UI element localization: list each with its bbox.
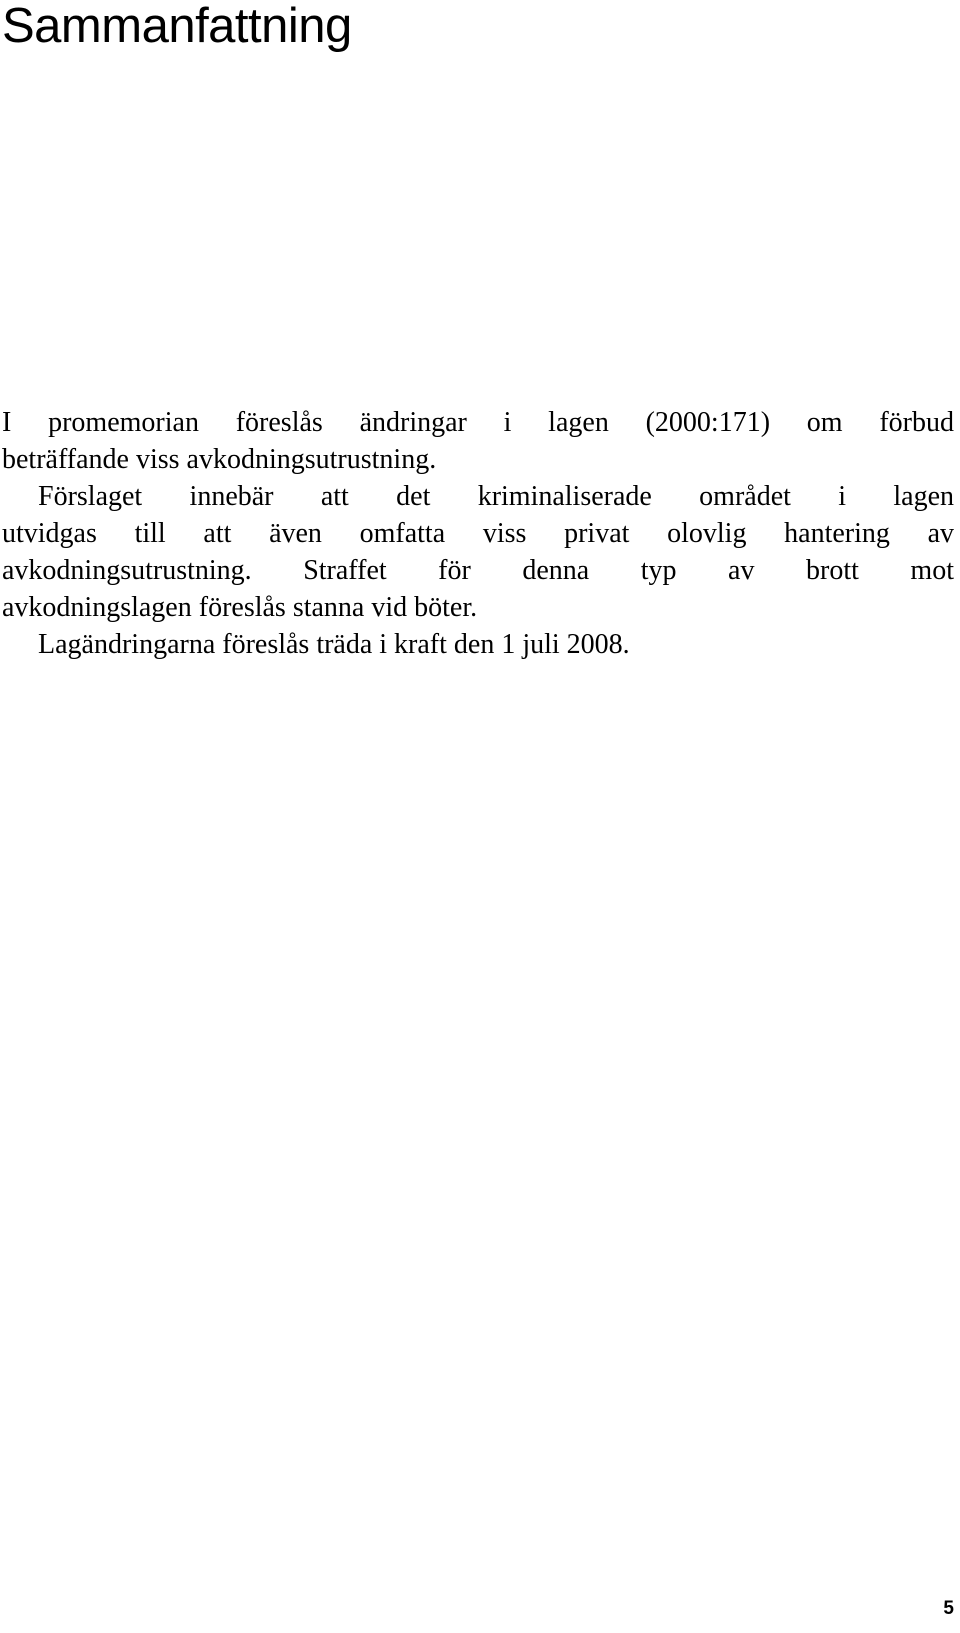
paragraph-3 (2, 626, 954, 663)
page-title: Sammanfattning (2, 0, 352, 53)
text-line: I promemorian föreslås ändringar i lagen (2000:171) om förbud (2, 407, 954, 438)
summary-body (2, 404, 954, 663)
text-line: Förslaget innebär att det kriminaliserade området i lagen (38, 481, 954, 512)
text-line: beträffande viss avkodningsutrustning. (2, 444, 437, 475)
text-line: Lagändringarna föreslås träda i kraft den 1 juli 2008. (38, 629, 630, 660)
paragraph-2 (2, 478, 954, 626)
text-line: utvidgas till att även omfatta viss privat olovlig hantering av (2, 518, 954, 549)
page-number: 5 (943, 1598, 954, 1619)
text-line: avkodningslagen föreslås stanna vid böter. (2, 592, 478, 623)
text-line: avkodningsutrustning. Straffet för denna typ av brott mot (2, 555, 954, 586)
paragraph-1 (2, 404, 954, 478)
